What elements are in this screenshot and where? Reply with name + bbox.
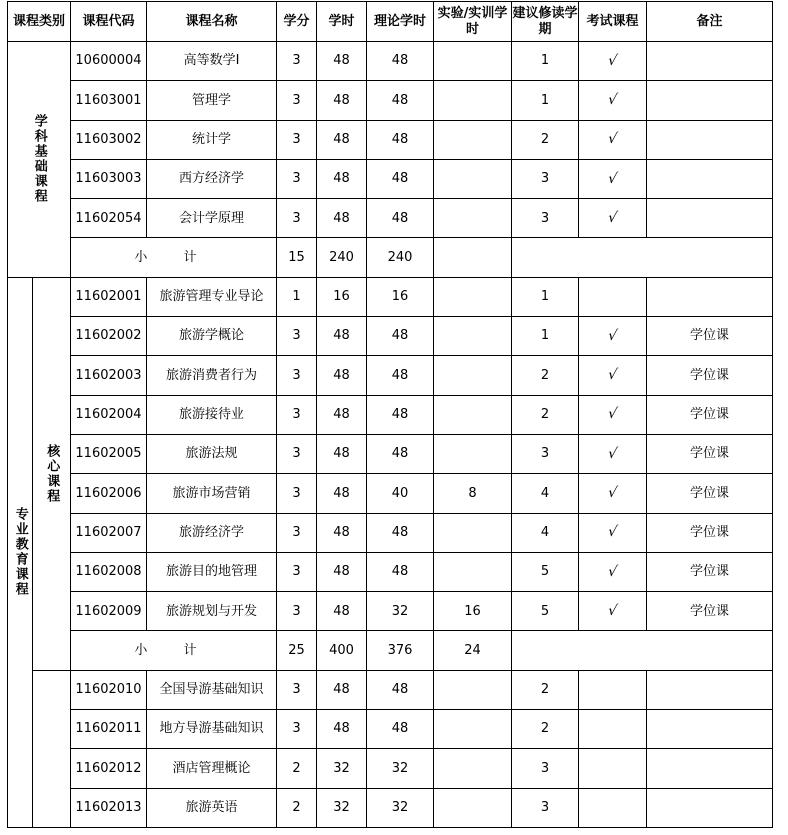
course-hours: 48 <box>317 552 367 591</box>
course-theory-hours: 48 <box>367 159 434 198</box>
table-row <box>8 42 773 81</box>
table-row <box>8 159 773 198</box>
course-remarks <box>647 159 773 198</box>
course-hours: 48 <box>317 474 367 513</box>
subtotal-credits: 25 <box>277 631 317 670</box>
course-code: 11602013 <box>71 788 147 827</box>
course-hours: 48 <box>317 199 367 238</box>
header-remarks: 备注 <box>647 2 773 42</box>
group-blank-cell <box>33 670 71 827</box>
course-theory-hours: 48 <box>367 395 434 434</box>
course-term: 5 <box>512 552 579 591</box>
course-theory-hours: 48 <box>367 670 434 709</box>
course-term: 2 <box>512 356 579 395</box>
subtotal-theory-hours: 240 <box>367 238 434 277</box>
course-practice-hours <box>434 710 512 749</box>
course-remarks <box>647 670 773 709</box>
header-hours: 学时 <box>317 2 367 42</box>
subtotal-blank <box>512 631 773 670</box>
course-code: 11603003 <box>71 159 147 198</box>
table-row <box>8 749 773 788</box>
header-code: 课程代码 <box>71 2 147 42</box>
course-credits: 3 <box>277 356 317 395</box>
subtotal-practice-hours: 24 <box>434 631 512 670</box>
course-credits: 3 <box>277 434 317 473</box>
course-practice-hours <box>434 317 512 356</box>
table-row <box>8 317 773 356</box>
course-hours: 16 <box>317 277 367 316</box>
course-credits: 3 <box>277 199 317 238</box>
course-code: 11602005 <box>71 434 147 473</box>
course-remarks <box>647 120 773 159</box>
course-term: 2 <box>512 670 579 709</box>
header-credits: 学分 <box>277 2 317 42</box>
course-practice-hours <box>434 513 512 552</box>
course-remarks: 学位课 <box>647 356 773 395</box>
course-credits: 3 <box>277 159 317 198</box>
course-name: 旅游消费者行为 <box>147 356 277 395</box>
table-row <box>8 277 773 316</box>
table-row <box>8 513 773 552</box>
course-name: 地方导游基础知识 <box>147 710 277 749</box>
course-practice-hours <box>434 788 512 827</box>
course-name: 全国导游基础知识 <box>147 670 277 709</box>
exam-cell <box>579 474 647 513</box>
exam-cell <box>579 199 647 238</box>
course-code: 11602007 <box>71 513 147 552</box>
course-hours: 48 <box>317 120 367 159</box>
check-icon: √ <box>606 92 619 109</box>
course-theory-hours: 48 <box>367 434 434 473</box>
subtotal-label: 小 计 <box>71 238 277 277</box>
table-row <box>8 788 773 827</box>
course-theory-hours: 32 <box>367 749 434 788</box>
course-term: 1 <box>512 42 579 81</box>
course-code: 11602001 <box>71 277 147 316</box>
course-hours: 48 <box>317 710 367 749</box>
course-term: 2 <box>512 395 579 434</box>
table-row <box>8 670 773 709</box>
check-icon: √ <box>606 445 619 462</box>
course-name: 旅游英语 <box>147 788 277 827</box>
course-remarks <box>647 710 773 749</box>
course-code: 11603002 <box>71 120 147 159</box>
course-code: 11602011 <box>71 710 147 749</box>
check-icon: √ <box>606 485 619 502</box>
check-icon: √ <box>606 563 619 580</box>
course-practice-hours <box>434 670 512 709</box>
exam-cell <box>579 670 647 709</box>
course-credits: 3 <box>277 670 317 709</box>
course-hours: 32 <box>317 749 367 788</box>
course-theory-hours: 48 <box>367 513 434 552</box>
exam-cell <box>579 81 647 120</box>
course-theory-hours: 48 <box>367 710 434 749</box>
course-code: 11602008 <box>71 552 147 591</box>
course-credits: 3 <box>277 317 317 356</box>
course-credits: 3 <box>277 120 317 159</box>
check-icon: √ <box>606 327 619 344</box>
group-professional-education: 专业教育课程 <box>12 507 28 598</box>
course-remarks: 学位课 <box>647 474 773 513</box>
course-term: 3 <box>512 788 579 827</box>
course-credits: 3 <box>277 42 317 81</box>
course-theory-hours: 48 <box>367 317 434 356</box>
course-credits: 3 <box>277 474 317 513</box>
exam-cell <box>579 317 647 356</box>
group-discipline-basic-cell <box>8 42 71 278</box>
subtotal-hours: 400 <box>317 631 367 670</box>
course-theory-hours: 40 <box>367 474 434 513</box>
subtotal-blank <box>512 238 773 277</box>
course-name: 旅游规划与开发 <box>147 592 277 631</box>
header-name: 课程名称 <box>147 2 277 42</box>
table-row <box>8 434 773 473</box>
course-name: 酒店管理概论 <box>147 749 277 788</box>
exam-cell <box>579 159 647 198</box>
exam-cell <box>579 356 647 395</box>
course-name: 旅游法规 <box>147 434 277 473</box>
course-term: 4 <box>512 474 579 513</box>
table-row <box>8 474 773 513</box>
course-remarks: 学位课 <box>647 513 773 552</box>
table-row <box>8 710 773 749</box>
course-remarks <box>647 788 773 827</box>
header-category: 课程类别 <box>8 2 71 42</box>
course-remarks: 学位课 <box>647 434 773 473</box>
course-practice-hours <box>434 120 512 159</box>
course-term: 3 <box>512 749 579 788</box>
course-name: 高等数学Ⅰ <box>147 42 277 81</box>
course-name: 旅游经济学 <box>147 513 277 552</box>
table-row <box>8 120 773 159</box>
subtotal-label: 小 计 <box>71 631 277 670</box>
course-term: 5 <box>512 592 579 631</box>
table-row <box>8 395 773 434</box>
course-hours: 48 <box>317 592 367 631</box>
course-code: 11602004 <box>71 395 147 434</box>
course-theory-hours: 48 <box>367 356 434 395</box>
exam-cell <box>579 120 647 159</box>
course-remarks: 学位课 <box>647 552 773 591</box>
course-code: 11602012 <box>71 749 147 788</box>
course-theory-hours: 32 <box>367 592 434 631</box>
check-icon: √ <box>606 367 619 384</box>
course-hours: 48 <box>317 42 367 81</box>
course-theory-hours: 48 <box>367 199 434 238</box>
course-theory-hours: 48 <box>367 120 434 159</box>
course-code: 10600004 <box>71 42 147 81</box>
course-remarks: 学位课 <box>647 592 773 631</box>
group-core-courses-cell <box>33 277 71 670</box>
course-hours: 32 <box>317 788 367 827</box>
table-row <box>8 199 773 238</box>
check-icon: √ <box>606 602 619 619</box>
course-term: 4 <box>512 513 579 552</box>
course-term: 1 <box>512 317 579 356</box>
course-credits: 3 <box>277 592 317 631</box>
table-row <box>8 81 773 120</box>
course-credits: 3 <box>277 710 317 749</box>
course-credits: 3 <box>277 513 317 552</box>
course-hours: 48 <box>317 81 367 120</box>
check-icon: √ <box>606 170 619 187</box>
header-theory-hours: 理论学时 <box>367 2 434 42</box>
check-icon: √ <box>606 131 619 148</box>
course-name: 管理学 <box>147 81 277 120</box>
exam-cell <box>579 592 647 631</box>
course-practice-hours <box>434 749 512 788</box>
course-credits: 1 <box>277 277 317 316</box>
exam-cell <box>579 710 647 749</box>
course-hours: 48 <box>317 670 367 709</box>
course-practice-hours: 16 <box>434 592 512 631</box>
course-hours: 48 <box>317 356 367 395</box>
course-hours: 48 <box>317 159 367 198</box>
header-row <box>8 2 773 42</box>
course-term: 1 <box>512 81 579 120</box>
course-practice-hours <box>434 552 512 591</box>
course-practice-hours <box>434 395 512 434</box>
course-practice-hours <box>434 81 512 120</box>
course-theory-hours: 32 <box>367 788 434 827</box>
subtotal-row <box>8 631 773 670</box>
course-practice-hours <box>434 434 512 473</box>
course-hours: 48 <box>317 395 367 434</box>
course-credits: 3 <box>277 395 317 434</box>
table-row <box>8 356 773 395</box>
course-name: 西方经济学 <box>147 159 277 198</box>
group-core-courses: 核心课程 <box>44 443 60 504</box>
exam-cell <box>579 277 647 316</box>
exam-cell <box>579 42 647 81</box>
course-code: 11603001 <box>71 81 147 120</box>
course-name: 会计学原理 <box>147 199 277 238</box>
course-name: 统计学 <box>147 120 277 159</box>
course-code: 11602006 <box>71 474 147 513</box>
check-icon: √ <box>606 209 619 226</box>
exam-cell <box>579 552 647 591</box>
group-discipline-basic: 学科基础课程 <box>31 114 47 205</box>
course-code: 11602054 <box>71 199 147 238</box>
subtotal-credits: 15 <box>277 238 317 277</box>
course-practice-hours <box>434 356 512 395</box>
course-term: 2 <box>512 710 579 749</box>
course-theory-hours: 48 <box>367 81 434 120</box>
course-practice-hours <box>434 42 512 81</box>
subtotal-theory-hours: 376 <box>367 631 434 670</box>
course-hours: 48 <box>317 434 367 473</box>
course-remarks <box>647 277 773 316</box>
course-credits: 3 <box>277 81 317 120</box>
table-row <box>8 552 773 591</box>
course-credits: 3 <box>277 552 317 591</box>
header-exam-course: 考试课程 <box>579 2 647 42</box>
course-remarks <box>647 199 773 238</box>
table-row <box>8 592 773 631</box>
course-credits: 2 <box>277 749 317 788</box>
check-icon: √ <box>606 524 619 541</box>
course-table-body <box>8 2 773 828</box>
course-name: 旅游市场营销 <box>147 474 277 513</box>
course-term: 1 <box>512 277 579 316</box>
course-code: 11602003 <box>71 356 147 395</box>
subtotal-row <box>8 238 773 277</box>
course-remarks: 学位课 <box>647 395 773 434</box>
course-practice-hours <box>434 277 512 316</box>
course-term: 3 <box>512 159 579 198</box>
subtotal-practice-hours <box>434 238 512 277</box>
course-practice-hours <box>434 159 512 198</box>
course-hours: 48 <box>317 317 367 356</box>
course-remarks <box>647 42 773 81</box>
exam-cell <box>579 513 647 552</box>
exam-cell <box>579 788 647 827</box>
course-credits: 2 <box>277 788 317 827</box>
course-name: 旅游管理专业导论 <box>147 277 277 316</box>
course-name: 旅游学概论 <box>147 317 277 356</box>
course-theory-hours: 48 <box>367 552 434 591</box>
course-term: 2 <box>512 120 579 159</box>
course-code: 11602010 <box>71 670 147 709</box>
header-practice-hours: 实验/实训学时 <box>434 2 512 42</box>
subtotal-hours: 240 <box>317 238 367 277</box>
course-practice-hours <box>434 199 512 238</box>
group-professional-education-cell <box>8 277 33 827</box>
course-term: 3 <box>512 199 579 238</box>
check-icon: √ <box>606 52 619 69</box>
check-icon: √ <box>606 406 619 423</box>
exam-cell <box>579 749 647 788</box>
course-remarks <box>647 81 773 120</box>
course-theory-hours: 16 <box>367 277 434 316</box>
course-remarks <box>647 749 773 788</box>
course-hours: 48 <box>317 513 367 552</box>
header-suggested-term: 建议修读学期 <box>512 2 579 42</box>
exam-cell <box>579 434 647 473</box>
course-code: 11602002 <box>71 317 147 356</box>
course-practice-hours: 8 <box>434 474 512 513</box>
exam-cell <box>579 395 647 434</box>
course-name: 旅游目的地管理 <box>147 552 277 591</box>
course-name: 旅游接待业 <box>147 395 277 434</box>
course-remarks: 学位课 <box>647 317 773 356</box>
course-code: 11602009 <box>71 592 147 631</box>
course-table <box>7 1 773 828</box>
course-theory-hours: 48 <box>367 42 434 81</box>
course-term: 3 <box>512 434 579 473</box>
